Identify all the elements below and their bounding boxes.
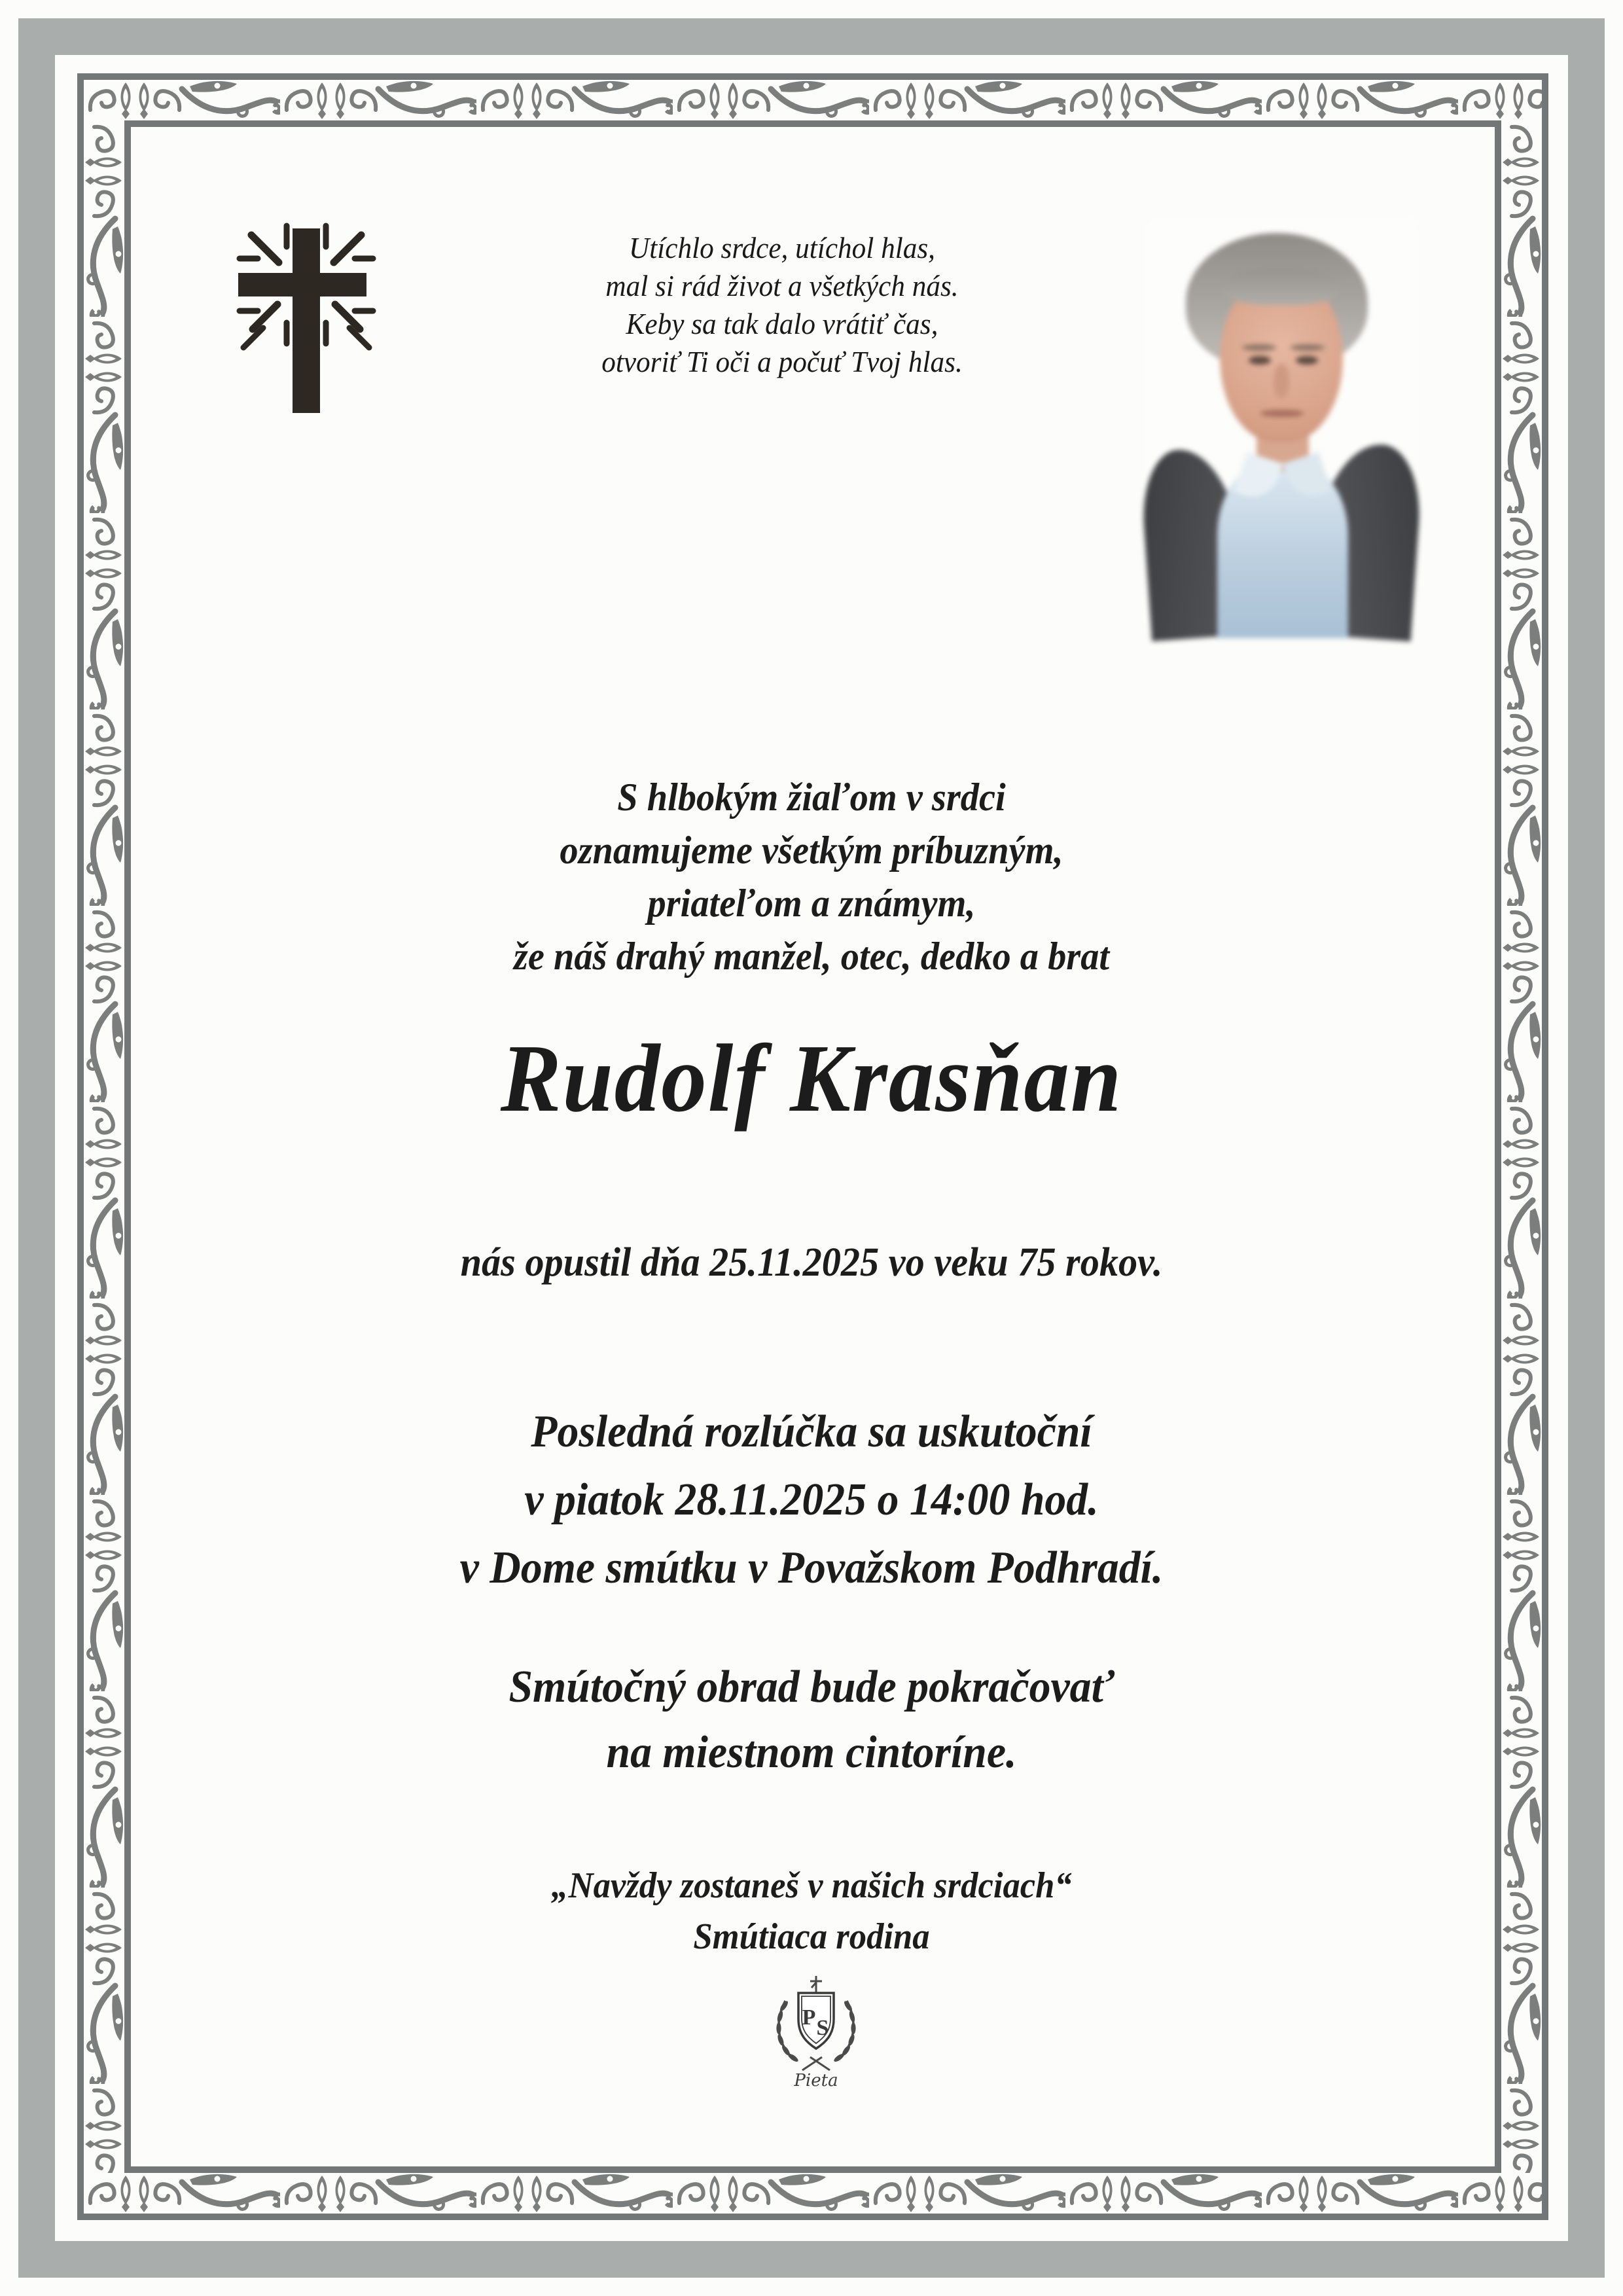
portrait-mouth [1260,410,1304,417]
memorial-verse [388,229,1175,381]
verse-line: Keby sa tak dalo vrátiť čas, [626,307,938,340]
pieta-funeral-service-logo [759,1973,874,2091]
portrait-eye [1249,356,1271,365]
deceased-portrait-photo [1144,216,1419,638]
closing-quote: „Navždy zostaneš v našich srdciach“ [551,1865,1072,1906]
border-ornament-bottom [84,2173,1542,2214]
announcement-line: že náš drahý manžel, otec, dedko a brat [513,935,1110,978]
verse-line: mal si rád život a všetkých nás. [605,269,959,302]
ceremony-line: na miestnom cintoríne. [606,1727,1017,1778]
verse-line: Utíchlo srdce, utíchol hlas, [628,231,935,264]
announcement-line: oznamujeme všetkým príbuzným, [560,829,1063,872]
portrait-hair-fringe [1222,268,1340,305]
border-ornament-left [84,120,124,2173]
funeral-line: v Dome smútku v Považskom Podhradí. [459,1543,1164,1593]
portrait-eyebrow [1242,344,1276,351]
logo-letter-s: S [816,2016,829,2040]
ceremony-details [135,1655,1488,1785]
cross-icon [229,219,383,422]
logo-caption: Pieta [794,2071,838,2090]
verse-line: otvoriť Ti oči a počuť Tvoj hlas. [601,345,963,378]
announcement-text [135,771,1488,983]
closing-block [135,1860,1488,1962]
funeral-line: v piatok 28.11.2025 o 14:00 hod. [524,1475,1099,1525]
funeral-details [135,1398,1488,1602]
funeral-line: Posledná rozlúčka sa uskutoční [531,1407,1092,1457]
portrait-eyebrow [1291,344,1325,351]
portrait-artwork [1144,216,1419,638]
border-ornament-top [84,80,1542,120]
logo-letter-p: P [802,2005,816,2030]
family-signature: Smútiaca rodina [693,1916,930,1957]
deceased-name: Rudolf Krasňan [500,1025,1123,1132]
ceremony-line: Smútočný obrad bude pokračovať [508,1662,1115,1712]
announcement-line: priateľom a známym, [647,882,976,925]
portrait-nose [1274,364,1289,398]
border-ornament-right [1501,120,1542,2173]
announcement-line: S hlbokým žiaľom v srdci [617,776,1006,819]
passing-date-line: nás opustil dňa 25.11.2025 vo veku 75 rokov. [460,1240,1163,1285]
portrait-eye [1296,356,1318,365]
